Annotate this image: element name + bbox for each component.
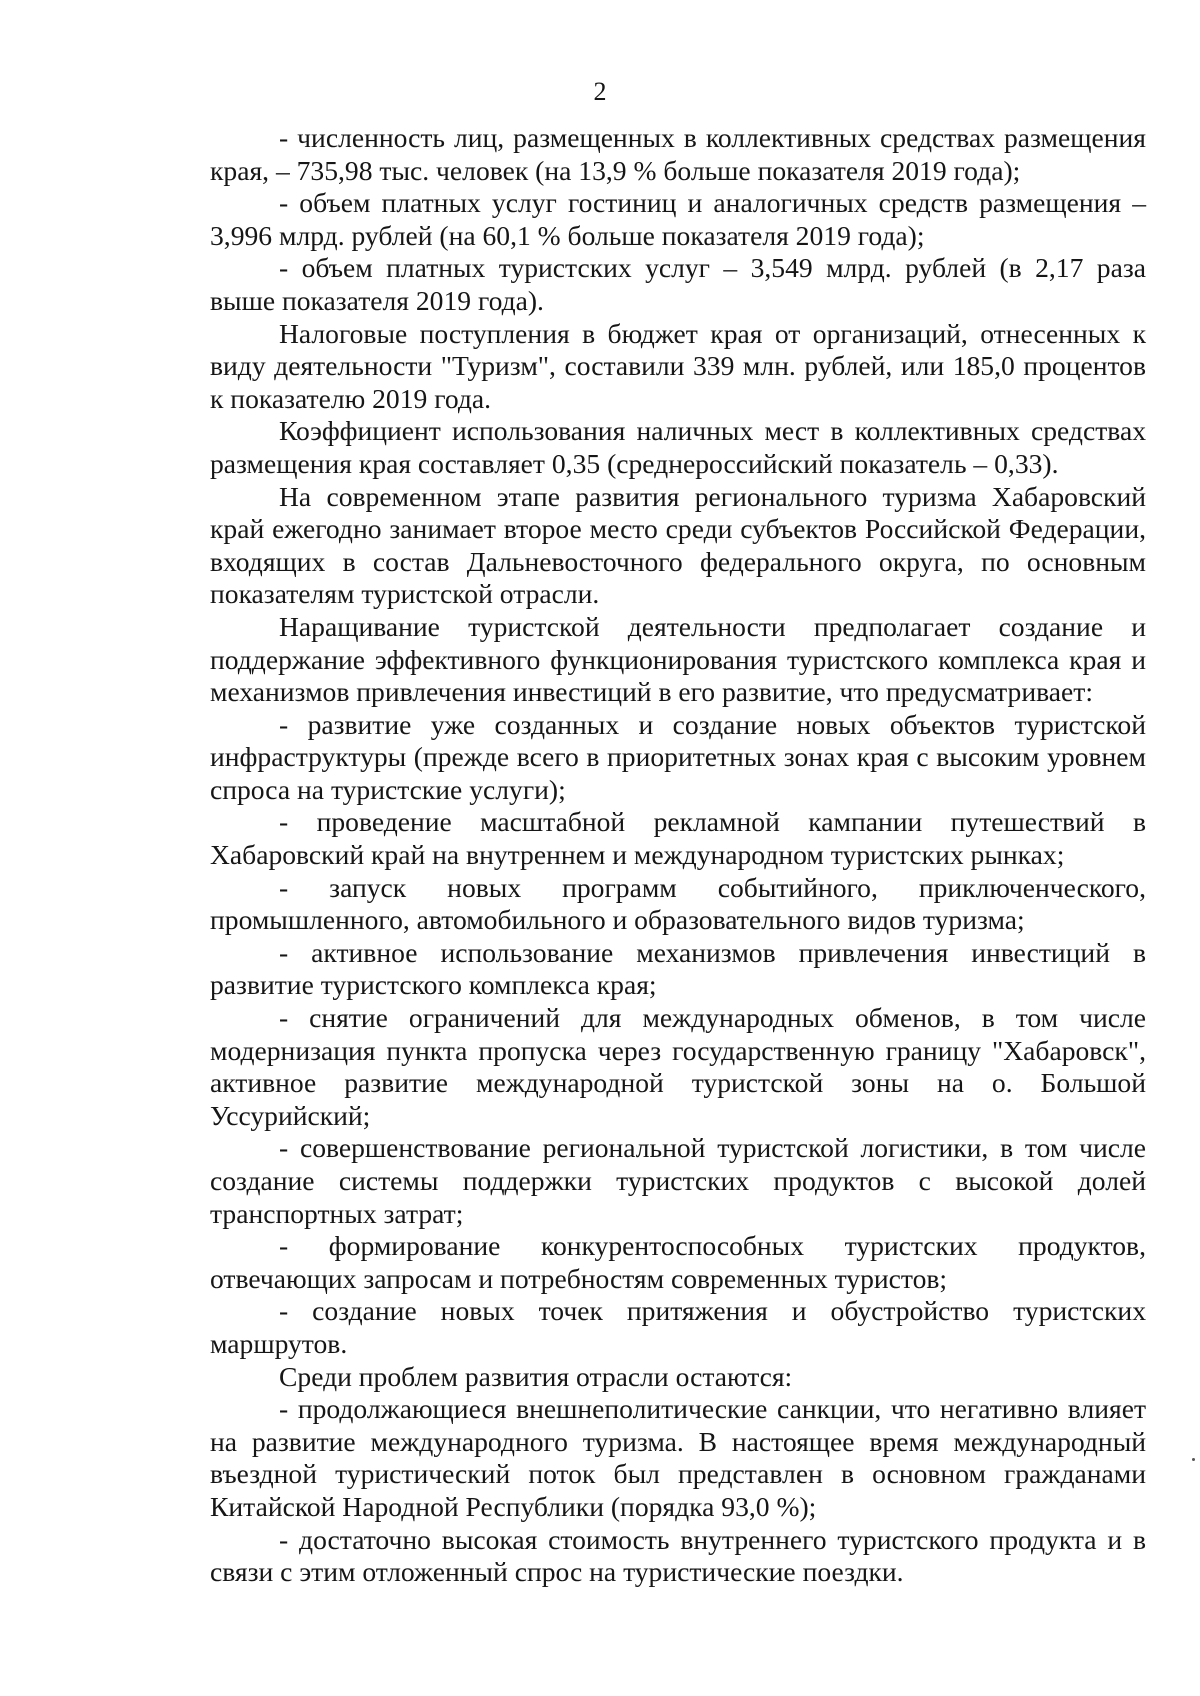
paragraph-tax-revenues: Налоговые поступления в бюджет края от организаций, отнесенных к виду деятельности "Туризм", составили 339 млн. рублей, или 185,0 процентов к показателю 2019 года. [210, 317, 1146, 414]
list-item-attraction-points: - создание новых точек притяжения и обустройство туристских маршрутов. [210, 1295, 1146, 1359]
paragraph-accommodated-persons: - численность лиц, размещенных в коллективных средствах размещения края, – 735,98 тыс. человек (на 13,9 % больше показателя 2019 года); [210, 122, 1146, 186]
list-item-competitive-products: - формирование конкурентоспособных туристских продуктов, отвечающих запросам и потребностям современных туристов; [210, 1230, 1146, 1294]
paragraph-hotel-services-volume: - объем платных услуг гостиниц и аналогичных средств размещения – 3,996 млрд. рублей (на 60,1 % больше показателя 2019 года); [210, 187, 1146, 251]
list-item-high-cost: - достаточно высокая стоимость внутреннего туристского продукта и в связи с этим отложенный спрос на туристические поездки. [210, 1523, 1146, 1588]
list-item-sanctions: - продолжающиеся внешнеполитические санкции, что негативно влияет на развитие международного туризма. В настоящее время международный въездной туристический поток был представлен в основном гражданами Китайской Народной Республики (порядка 93,0 %); [210, 1393, 1146, 1522]
paragraph-occupancy-coefficient: Коэффициент использования наличных мест в коллективных средствах размещения края составляет 0,35 (среднероссийский показатель – 0,33). [210, 415, 1146, 479]
list-item-new-programs: - запуск новых программ событийного, приключенческого, промышленного, автомобильного и образовательного видов туризма; [210, 871, 1146, 936]
list-item-investment-mechanisms: - активное использование механизмов привлечения инвестиций в развитие туристского комплекса края; [210, 936, 1146, 1001]
scan-speck [1192, 1458, 1195, 1461]
page-number: 2 [593, 77, 607, 106]
paragraph-development-intro: Наращивание туристской деятельности предполагает создание и поддержание эффективного функционирования туристского комплекса края и механизмов привлечения инвестиций в его развитие, что предусматривает: [210, 610, 1146, 708]
paragraph-tourist-services-volume: - объем платных туристских услуг – 3,549 млрд. рублей (в 2,17 раза выше показателя 2019 года). [210, 252, 1146, 316]
document-body [210, 122, 1146, 1589]
list-item-advertising-campaign: - проведение масштабной рекламной кампании путешествий в Хабаровский край на внутреннем и международном туристских рынках; [210, 806, 1146, 871]
list-item-logistics: - совершенствование региональной туристской логистики, в том числе создание системы поддержки туристских продуктов с высокой долей транспортных затрат; [210, 1132, 1146, 1229]
list-item-international-exchanges: - снятие ограничений для международных обменов, в том числе модернизация пункта пропуска через государственную границу "Хабаровск", активное развитие международной туристской зоны на о. Большой Уссурийский; [210, 1002, 1146, 1131]
list-item-infrastructure: - развитие уже созданных и создание новых объектов туристской инфраструктуры (прежде всего в приоритетных зонах края с высоким уровнем спроса на туристские услуги); [210, 708, 1146, 805]
paragraph-problems-intro: Среди проблем развития отрасли остаются: [279, 1360, 793, 1392]
paragraph-regional-ranking: На современном этапе развития регионального туризма Хабаровский край ежегодно занимает второе место среди субъектов Российской Федерации, входящих в состав Дальневосточного федерального округа, по основным показателям туристской отрасли. [210, 480, 1146, 610]
